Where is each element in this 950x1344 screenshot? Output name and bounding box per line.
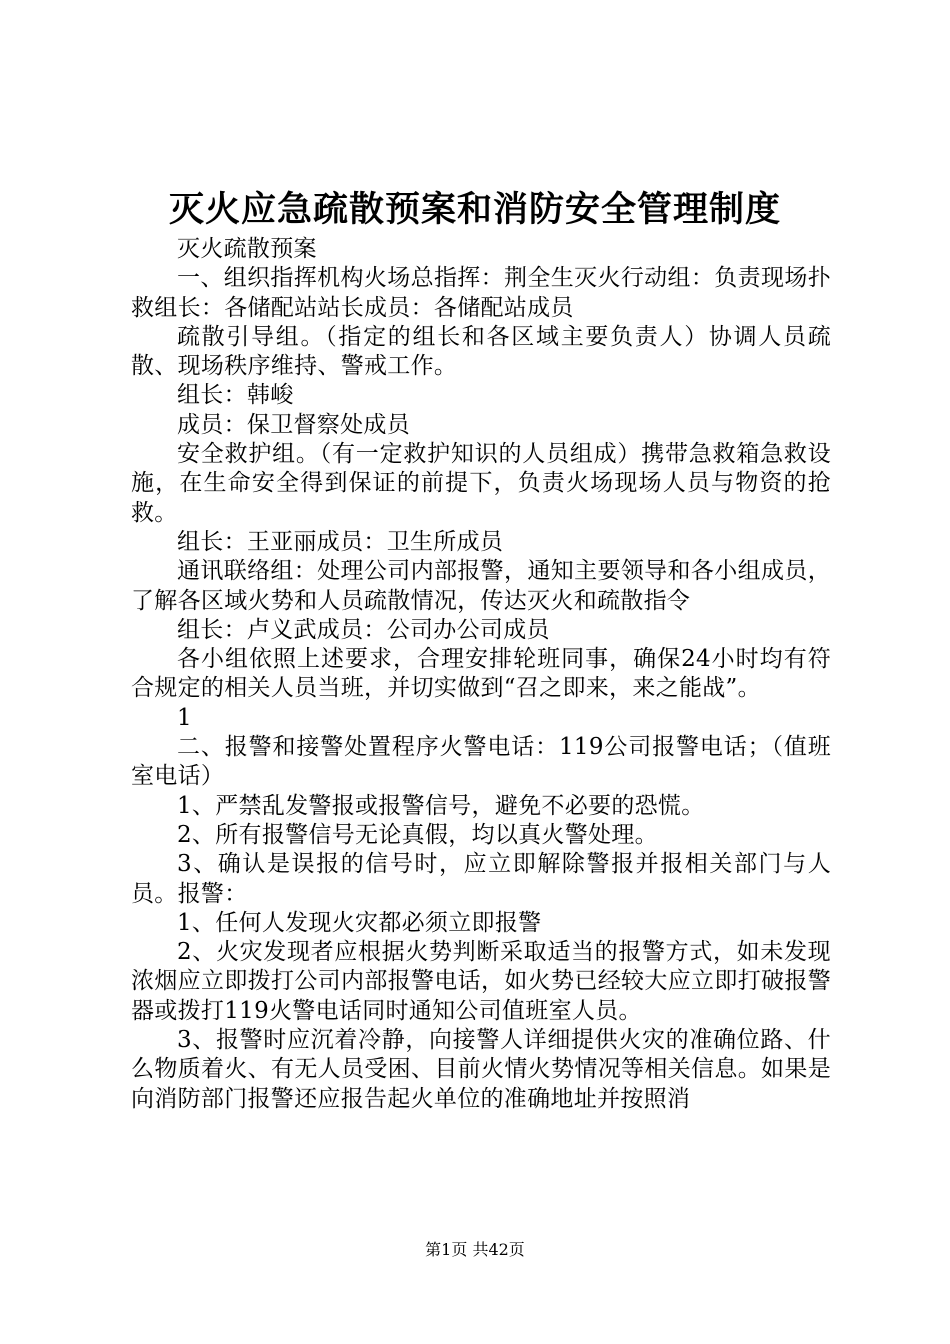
- page-footer: 第1页 共42页: [425, 1240, 525, 1259]
- paragraph: 1、严禁乱发警报或报警信号，避免不必要的恐慌。: [177, 792, 705, 819]
- document-body: [131, 235, 831, 1114]
- paragraph: 安全救护组。（有一定救护知识的人员组成）携带急救箱急救设施，在生命安全得到保证的前提下，负责火场现场人员与物资的抢救。: [131, 441, 831, 526]
- paragraph: 组长：王亚丽成员：卫生所成员: [177, 528, 504, 555]
- paragraph: 一、组织指挥机构火场总指挥：荆全生灭火行动组：负责现场扑救组长：各储配站站长成员：各储配站成员: [131, 265, 831, 321]
- paragraph: 灭火疏散预案: [177, 236, 317, 262]
- paragraph: 1、任何人发现火灾都必须立即报警: [177, 909, 542, 936]
- paragraph: 通讯联络组：处理公司内部报警，通知主要领导和各小组成员，了解各区域火势和人员疏散情况，传达灭火和疏散指令: [131, 558, 831, 614]
- paragraph: 2、火灾发现者应根据火势判断采取适当的报警方式，如未发现浓烟应立即拨打公司内部报警电话，如火势已经较大应立即打破报警器或拨打119火警电话同时通知公司值班室人员。: [131, 939, 831, 1024]
- paragraph: 疏散引导组。（指定的组长和各区域主要负责人）协调人员疏散、现场秩序维持、警戒工作。: [131, 323, 831, 380]
- paragraph: 组长：韩峻: [177, 382, 294, 409]
- paragraph: 组长：卢义武成员：公司办公司成员: [177, 616, 550, 643]
- paragraph: 3、报警时应沉着冷静，向接警人详细提供火灾的准确位路、什么物质着火、有无人员受困、目前火情火势情况等相关信息。如果是向消防部门报警还应报告起火单位的准确地址并按照消: [131, 1027, 831, 1112]
- paragraph: 各小组依照上述要求，合理安排轮班同事，确保24小时均有符合规定的相关人员当班，并切实做到“召之即来，来之能战”。: [131, 646, 831, 702]
- paragraph: 1: [177, 704, 192, 731]
- document-title: 灭火应急疏散预案和消防安全管理制度: [168, 189, 781, 230]
- paragraph: 3、确认是误报的信号时，应立即解除警报并报相关部门与人员。报警：: [131, 851, 831, 907]
- paragraph: 二、报警和接警处置程序火警电话：119公司报警电话；（值班室电话）: [131, 734, 831, 790]
- paragraph: 成员：保卫督察处成员: [177, 411, 410, 438]
- paragraph: 2、所有报警信号无论真假，均以真火警处理。: [177, 821, 658, 848]
